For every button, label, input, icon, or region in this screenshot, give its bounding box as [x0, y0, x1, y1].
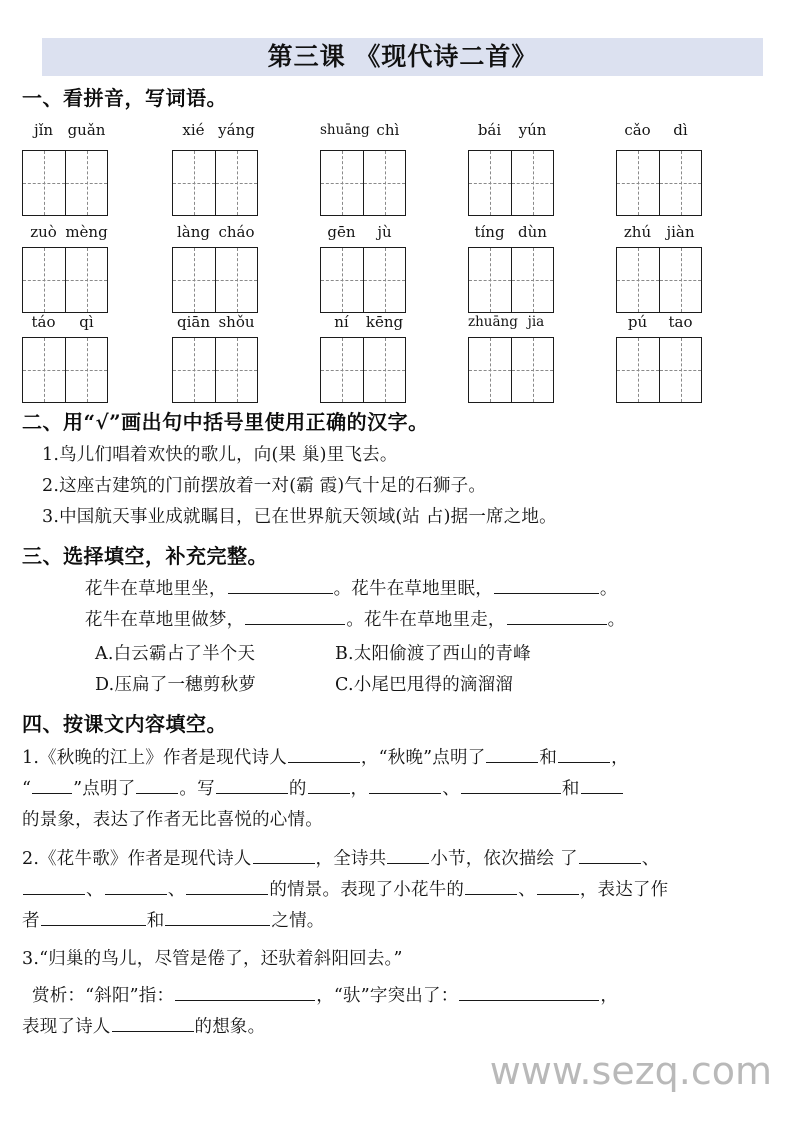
- pinyin-syllable: cǎo: [624, 121, 651, 139]
- answer-blank[interactable]: [41, 908, 146, 926]
- sentence-part: 1.《秋晚的江上》作者是现代诗人: [22, 748, 287, 768]
- pinyin-group: [320, 309, 406, 335]
- answer-blank[interactable]: [136, 776, 178, 794]
- pinyin-syllable: qì: [79, 313, 94, 331]
- grid-row-1: [0, 150, 800, 216]
- section-three-line-1: [85, 575, 618, 600]
- pinyin-group: [468, 117, 554, 143]
- pinyin-row-3: [0, 309, 800, 335]
- sentence-part: 和: [561, 779, 580, 799]
- sentence-part: “: [22, 779, 32, 799]
- tianzige-cell[interactable]: [511, 248, 553, 312]
- pinyin-syllable: jia: [527, 314, 545, 330]
- sentence-part: 之情。: [271, 911, 325, 931]
- grid-row-3: [0, 337, 800, 403]
- tianzige-cell[interactable]: [65, 151, 107, 215]
- tianzige-box[interactable]: [468, 150, 554, 216]
- answer-blank[interactable]: [105, 877, 167, 895]
- tianzige-cell[interactable]: [617, 248, 659, 312]
- answer-blank[interactable]: [558, 745, 610, 763]
- sentence-part: 者: [22, 911, 40, 931]
- sentence-part: 花牛在草地里坐，: [85, 579, 227, 599]
- pinyin-syllable: bái: [477, 121, 502, 139]
- tianzige-cell[interactable]: [321, 338, 363, 402]
- section-two-item-2: 2.这座古建筑的门前摆放着一对(霸 霞)气十足的石狮子。: [42, 476, 487, 496]
- tianzige-box[interactable]: [172, 337, 258, 403]
- answer-blank[interactable]: [581, 776, 623, 794]
- tianzige-box[interactable]: [616, 150, 702, 216]
- tianzige-cell[interactable]: [511, 151, 553, 215]
- sentence-part: 赏析：“斜阳”指：: [32, 986, 175, 1006]
- pinyin-syllable: táo: [31, 313, 56, 331]
- pinyin-group: [22, 309, 108, 335]
- section-four-q1-line-3: 的景象，表达了作者无比喜悦的心情。: [22, 810, 323, 830]
- answer-blank[interactable]: [459, 983, 599, 1001]
- pinyin-syllable: cháo: [218, 223, 255, 241]
- pinyin-group: [172, 219, 258, 245]
- sentence-part: 。花牛在草地里走，: [346, 610, 506, 630]
- pinyin-syllable: yún: [518, 121, 547, 139]
- sentence-part: 和: [539, 748, 558, 768]
- pinyin-syllable: gēn: [327, 223, 356, 241]
- pinyin-group: [616, 309, 702, 335]
- section-heading-one: 一、看拼音，写词语。: [22, 86, 227, 110]
- pinyin-group: [616, 117, 702, 143]
- pinyin-syllable: zhuāng: [468, 314, 518, 330]
- sentence-part: 的: [288, 779, 307, 799]
- pinyin-syllable: dì: [673, 121, 688, 139]
- tianzige-box[interactable]: [468, 337, 554, 403]
- tianzige-cell[interactable]: [469, 151, 511, 215]
- pinyin-group: [320, 117, 406, 143]
- tianzige-cell[interactable]: [65, 248, 107, 312]
- pinyin-syllable: chì: [376, 121, 400, 139]
- pinyin-group: [468, 219, 554, 245]
- section-three-option-a[interactable]: A.白云霸占了半个天: [95, 644, 256, 664]
- sentence-part: ，: [600, 986, 619, 1006]
- sentence-part: ，“驮”字突出了：: [316, 986, 459, 1006]
- pinyin-syllable: dùn: [518, 223, 547, 241]
- sentence-part: 的想象。: [194, 1017, 266, 1037]
- sentence-part: 表现了诗人: [22, 1017, 111, 1037]
- section-three-option-b[interactable]: B.太阳偷渡了西山的青峰: [335, 644, 531, 664]
- pinyin-group: [172, 117, 258, 143]
- pinyin-syllable: xié: [182, 121, 205, 139]
- tianzige-box[interactable]: [320, 247, 406, 313]
- section-two-item-3: 3.中国航天事业成就瞩目，已在世界航天领域(站 占)据一席之地。: [42, 507, 557, 527]
- sentence-part: ，: [611, 748, 629, 768]
- page-title: 第三课 《现代诗二首》: [267, 42, 538, 71]
- tianzige-cell[interactable]: [659, 151, 701, 215]
- sentence-part: 、: [167, 880, 186, 900]
- pinyin-syllable: zhú: [623, 223, 652, 241]
- sentence-part: 。: [599, 579, 618, 599]
- answer-blank[interactable]: [461, 776, 561, 794]
- tianzige-cell[interactable]: [363, 248, 405, 312]
- section-four-q3-line-2: [32, 982, 618, 1007]
- section-three-option-c[interactable]: C.小尾巴甩得的滴溜溜: [335, 675, 514, 695]
- section-four-q3-line-3: [22, 1013, 265, 1038]
- answer-blank[interactable]: [112, 1014, 194, 1032]
- tianzige-cell[interactable]: [469, 338, 511, 402]
- sentence-part: 、: [86, 880, 104, 900]
- answer-blank[interactable]: [537, 877, 579, 895]
- pinyin-syllable: qiān: [176, 313, 210, 331]
- sentence-part: 2.《花牛歌》作者是现代诗人: [22, 849, 252, 869]
- tianzige-cell[interactable]: [215, 248, 257, 312]
- section-four-q2-line-3: [22, 907, 325, 932]
- section-four-q3-line-1: 3.“归巢的鸟儿，尽管是倦了，还驮着斜阳回去。”: [22, 949, 403, 969]
- pinyin-group: [22, 219, 108, 245]
- pinyin-syllable: tíng: [474, 223, 505, 241]
- tianzige-box[interactable]: [320, 150, 406, 216]
- answer-blank[interactable]: [23, 877, 85, 895]
- sentence-part: ，全诗共: [315, 849, 387, 869]
- sentence-part: ，: [350, 779, 369, 799]
- pinyin-syllable: jiàn: [666, 223, 695, 241]
- answer-blank[interactable]: [186, 877, 268, 895]
- tianzige-box[interactable]: [22, 247, 108, 313]
- pinyin-group: [468, 309, 554, 335]
- pinyin-syllable: tao: [668, 313, 693, 331]
- tianzige-cell[interactable]: [23, 248, 65, 312]
- sentence-part: 、: [442, 779, 460, 799]
- sentence-part: 、: [518, 880, 536, 900]
- answer-blank[interactable]: [308, 776, 350, 794]
- tianzige-box[interactable]: [172, 247, 258, 313]
- section-four-q1-line-2: [22, 775, 624, 800]
- answer-blank[interactable]: [387, 846, 429, 864]
- pinyin-group: [320, 219, 406, 245]
- tianzige-cell[interactable]: [659, 248, 701, 312]
- pinyin-syllable: jǐn: [33, 121, 54, 139]
- pinyin-syllable: zuò: [30, 223, 57, 241]
- tianzige-cell[interactable]: [617, 151, 659, 215]
- section-heading-three: 三、选择填空，补充完整。: [22, 544, 268, 568]
- pinyin-syllable: kēng: [365, 313, 404, 331]
- answer-blank[interactable]: [288, 745, 360, 763]
- sentence-part: 小节，依次描绘 了: [430, 849, 578, 869]
- pinyin-group: [616, 219, 702, 245]
- section-four-q1-line-1: [22, 744, 629, 769]
- tianzige-cell[interactable]: [617, 338, 659, 402]
- answer-blank[interactable]: [494, 576, 599, 594]
- sentence-part: 花牛在草地里做梦，: [85, 610, 245, 630]
- sentence-part: ”点明了: [73, 779, 136, 799]
- sentence-part: 和: [146, 911, 165, 931]
- pinyin-syllable: guǎn: [67, 121, 106, 139]
- tianzige-box[interactable]: [22, 150, 108, 216]
- tianzige-box[interactable]: [320, 337, 406, 403]
- pinyin-syllable: pú: [627, 313, 648, 331]
- section-three-option-d[interactable]: D.压扁了一穗剪秋萝: [95, 675, 256, 695]
- tianzige-cell[interactable]: [65, 338, 107, 402]
- answer-blank[interactable]: [579, 846, 641, 864]
- tianzige-box[interactable]: [616, 247, 702, 313]
- answer-blank[interactable]: [465, 877, 517, 895]
- site-watermark: www.sezq.com: [489, 1049, 772, 1093]
- section-two-item-1: 1.鸟儿们唱着欢快的歌儿，向(果 巢)里飞去。: [42, 445, 398, 465]
- pinyin-row-2: [0, 219, 800, 245]
- answer-blank[interactable]: [216, 776, 288, 794]
- tianzige-cell[interactable]: [659, 338, 701, 402]
- tianzige-cell[interactable]: [215, 151, 257, 215]
- tianzige-box[interactable]: [616, 337, 702, 403]
- sentence-part: 。写: [179, 779, 215, 799]
- answer-blank[interactable]: [175, 983, 315, 1001]
- tianzige-cell[interactable]: [173, 151, 215, 215]
- tianzige-box[interactable]: [172, 150, 258, 216]
- sentence-part: ，“秋晚”点明了: [360, 748, 486, 768]
- tianzige-cell[interactable]: [469, 248, 511, 312]
- tianzige-cell[interactable]: [363, 338, 405, 402]
- tianzige-cell[interactable]: [321, 151, 363, 215]
- pinyin-syllable: làng: [176, 223, 210, 241]
- tianzige-cell[interactable]: [363, 151, 405, 215]
- grid-row-2: [0, 247, 800, 313]
- tianzige-cell[interactable]: [511, 338, 553, 402]
- sentence-part: 。花牛在草地里眠，: [333, 579, 493, 599]
- answer-blank[interactable]: [253, 846, 315, 864]
- section-four-q2-line-1: [22, 845, 659, 870]
- section-three-line-2: [85, 606, 625, 631]
- pinyin-syllable: jù: [377, 223, 392, 241]
- answer-blank[interactable]: [228, 576, 333, 594]
- sentence-part: 、: [641, 849, 660, 869]
- pinyin-syllable: shuāng: [320, 122, 370, 138]
- tianzige-cell[interactable]: [215, 338, 257, 402]
- answer-blank[interactable]: [245, 607, 345, 625]
- answer-blank[interactable]: [486, 745, 538, 763]
- answer-blank[interactable]: [32, 776, 72, 794]
- tianzige-cell[interactable]: [23, 338, 65, 402]
- pinyin-group: [22, 117, 108, 143]
- section-heading-two: 二、用“√”画出句中括号里使用正确的汉字。: [22, 410, 429, 434]
- section-four-q2-line-2: [22, 876, 668, 901]
- tianzige-cell[interactable]: [321, 248, 363, 312]
- answer-blank[interactable]: [165, 908, 270, 926]
- answer-blank[interactable]: [369, 776, 441, 794]
- pinyin-syllable: shǒu: [218, 313, 255, 331]
- tianzige-cell[interactable]: [173, 248, 215, 312]
- tianzige-box[interactable]: [22, 337, 108, 403]
- sentence-part: 的情景。表现了小花牛的: [269, 880, 465, 900]
- sentence-part: ，表达了作: [579, 880, 669, 900]
- tianzige-cell[interactable]: [173, 338, 215, 402]
- tianzige-cell[interactable]: [23, 151, 65, 215]
- tianzige-box[interactable]: [468, 247, 554, 313]
- answer-blank[interactable]: [507, 607, 607, 625]
- pinyin-syllable: ní: [334, 313, 349, 331]
- section-heading-four: 四、按课文内容填空。: [22, 712, 227, 736]
- pinyin-syllable: mèng: [65, 223, 108, 241]
- sentence-part: 。: [607, 610, 626, 630]
- pinyin-row-1: [0, 117, 800, 143]
- pinyin-syllable: yáng: [218, 121, 255, 139]
- pinyin-group: [172, 309, 258, 335]
